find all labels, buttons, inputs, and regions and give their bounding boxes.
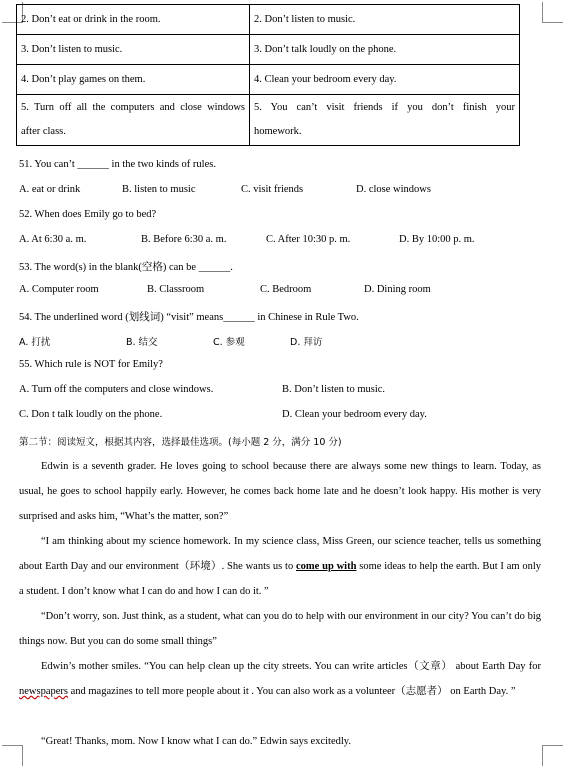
answer-option: C. 参观 <box>213 337 245 348</box>
rule-text: after class. <box>21 126 66 137</box>
passage-text: Edwin’s mother smiles. “You can help clean up the city streets. You can write articles（文章） about Earth Day for <box>41 661 541 672</box>
question-stem: 55. Which rule is NOT for Emily? <box>19 359 163 370</box>
rule-cell: 4. Clean your bedroom every day. <box>250 65 520 95</box>
rule-text: homework. <box>254 126 302 137</box>
rule-cell: 3. Don’t talk loudly on the phone. <box>250 35 520 65</box>
wavy-underlined-word: newspapers <box>19 686 68 697</box>
answer-option: D. close windows <box>356 184 431 195</box>
answer-option: A. Computer room <box>19 284 99 295</box>
rule-text: 5. Turn off all the computers and close windows <box>21 102 245 113</box>
answer-option: A. 打扰 <box>19 337 51 348</box>
answer-option: C. After 10:30 p. m. <box>266 234 351 245</box>
answer-option: C. Bedroom <box>260 284 312 295</box>
rule-text: 5. You can’t visit friends if you don’t finish your <box>254 102 515 113</box>
answer-option: B. listen to music <box>122 184 196 195</box>
question-stem: 51. You can’t ______ in the two kinds of rules. <box>19 159 216 170</box>
passage-text: and magazines to tell more people about it . You can also work as a volunteer（志愿者） on Earth Day. ” <box>67 686 516 697</box>
table-row <box>17 65 520 95</box>
passage-paragraph: “Great! Thanks, mom. Now I know what I can do.” Edwin says excitedly. <box>41 736 351 747</box>
question-stem: 53. The word(s) in the blank(空格) can be ______. <box>19 262 233 273</box>
passage-paragraph: “Don’t worry, son. Just think, as a student, what can you do to help with our environment in our city? You can’t do big things now. But you can do some small things” <box>19 611 541 647</box>
passage-text: “I am thinking about my science homework. In my science class, Miss Green, our science teacher, tells us something about Earth Day and our environment（环境）. She wants us to <box>19 536 541 572</box>
rule-cell: 2. Don’t listen to music. <box>250 5 520 35</box>
rule-cell: 3. Don’t listen to music. <box>17 35 250 65</box>
question-stem: 54. The underlined word (划线词) “visit” means______ in Chinese in Rule Two. <box>19 312 359 323</box>
answer-option: A. Turn off the computers and close windows. <box>19 384 214 395</box>
underlined-phrase: come up with <box>296 561 357 572</box>
answer-option: B. Before 6:30 a. m. <box>141 234 227 245</box>
page-corner-mark <box>542 745 563 766</box>
question-stem: 52. When does Emily go to bed? <box>19 209 157 220</box>
rule-cell <box>17 95 250 146</box>
answer-option: B. 结交 <box>126 337 158 348</box>
table-row <box>17 5 520 35</box>
answer-option: D. Dining room <box>364 284 431 295</box>
rules-table <box>16 4 520 146</box>
page-corner-mark <box>542 2 563 23</box>
answer-option: D. By 10:00 p. m. <box>399 234 475 245</box>
passage-paragraph <box>19 529 541 604</box>
answer-option: B. Classroom <box>147 284 205 295</box>
answer-option: A. At 6:30 a. m. <box>19 234 87 245</box>
answer-option: D. Clean your bedroom every day. <box>282 409 427 420</box>
answer-option: A. eat or drink <box>19 184 81 195</box>
answer-option: B. Don’t listen to music. <box>282 384 386 395</box>
rule-cell <box>250 95 520 146</box>
rule-cell: 2. Don’t eat or drink in the room. <box>17 5 250 35</box>
table-row <box>17 35 520 65</box>
answer-option: C. visit friends <box>241 184 304 195</box>
rule-cell: 4. Don’t play games on them. <box>17 65 250 95</box>
section-heading: 第二节：阅读短文，根据其内容，选择最佳选项。(每小题 2 分，满分 10 分) <box>19 437 342 448</box>
passage-paragraph <box>19 654 541 704</box>
passage-paragraph: Edwin is a seventh grader. He loves going to school because there are always some new things to learn. Today, as usual, he goes to school happily early. However, he comes back home late and he doesn’t look happy. His mother is very surprised and asks him, “What’s the matter, son?” <box>19 461 541 522</box>
passage-text: some ideas to help the earth. But I am only a student. I don’t know what I can do and how I can do it. ” <box>19 561 541 597</box>
answer-option: C. Don t talk loudly on the phone. <box>19 409 163 420</box>
answer-option: D. 拜访 <box>290 337 323 348</box>
table-row <box>17 95 520 146</box>
